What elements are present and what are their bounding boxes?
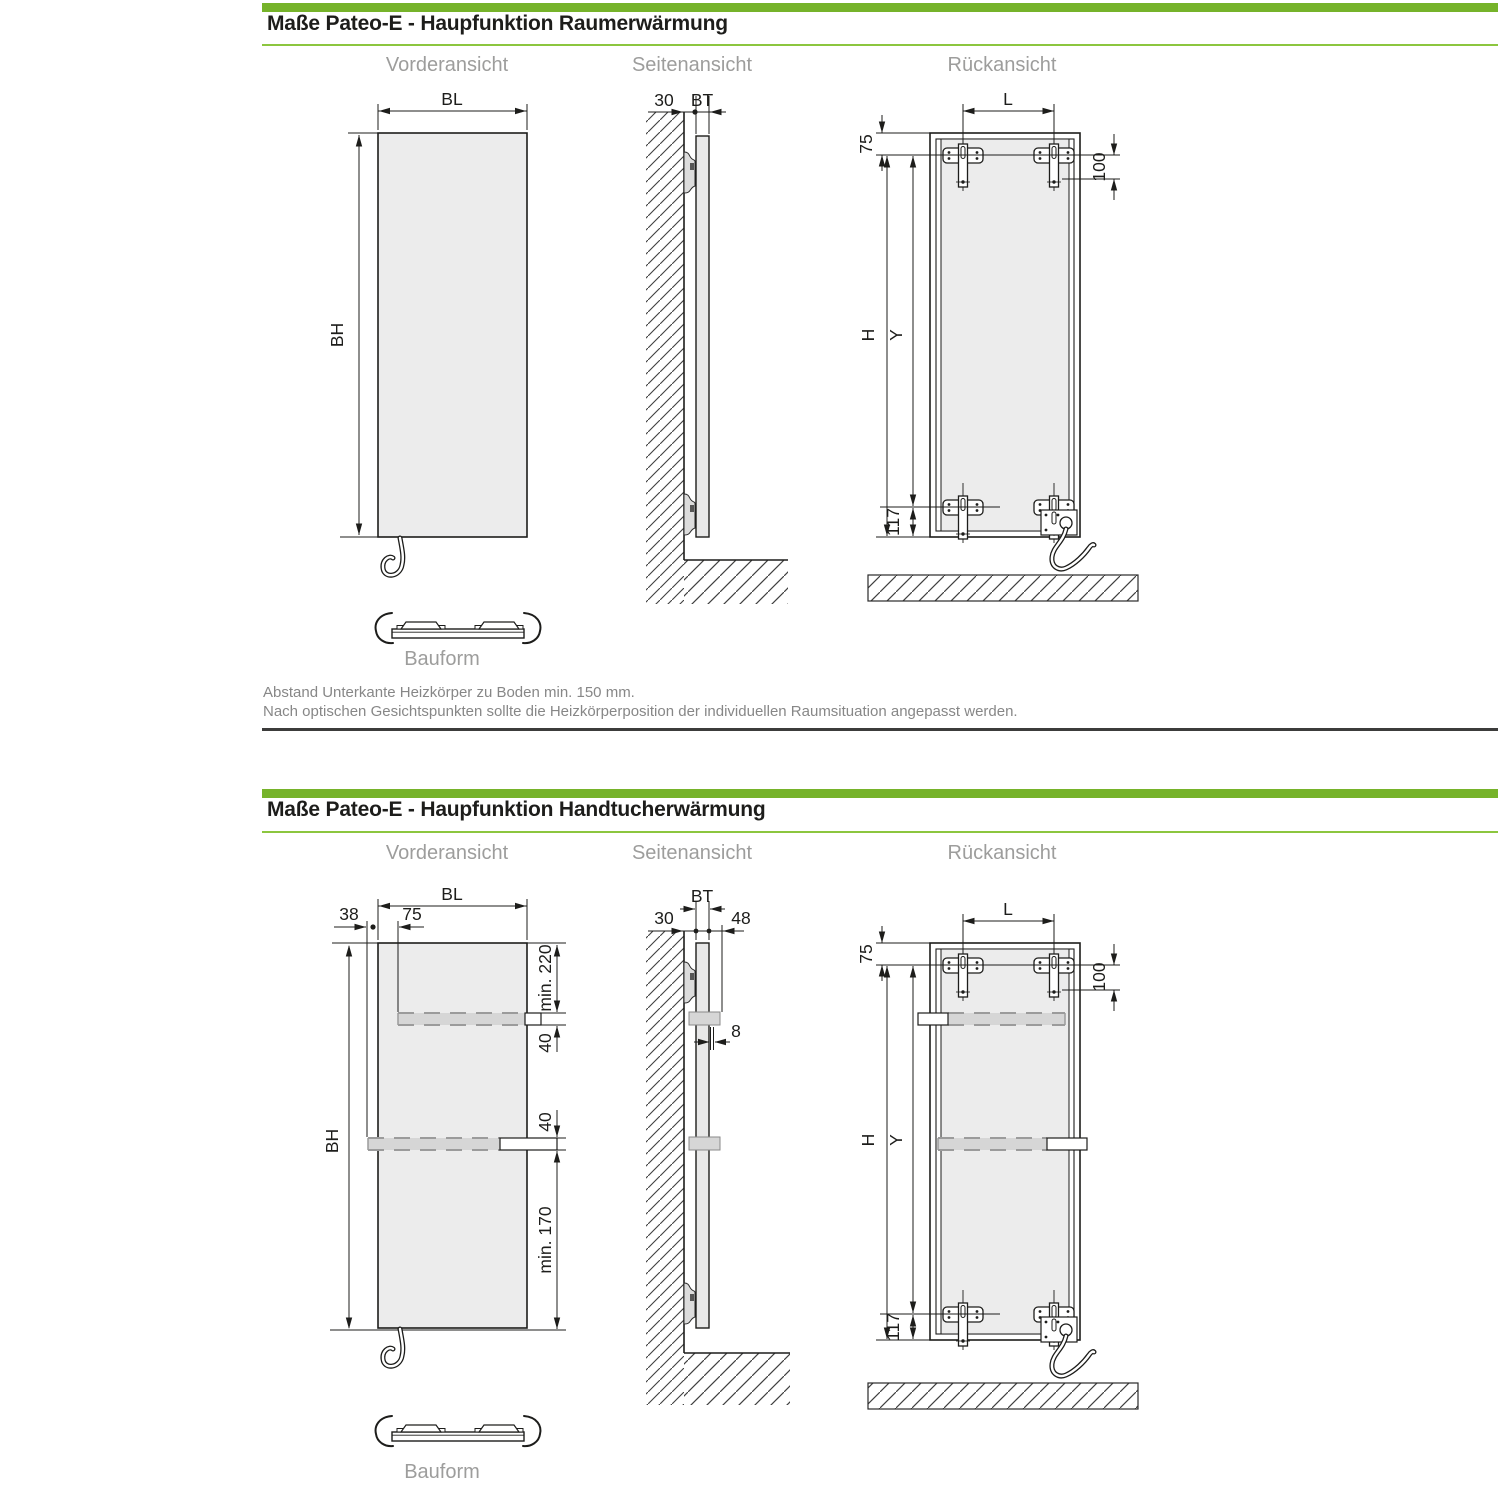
bauform-profile xyxy=(376,1416,541,1446)
radiator-panel-rear xyxy=(941,139,1069,531)
dim-min170: min. 170 xyxy=(535,1206,555,1274)
dim-117: 117 xyxy=(883,508,903,536)
dim-48: 48 xyxy=(731,908,751,928)
section1-bauform-label: Bauform xyxy=(404,648,480,670)
dim-100: 100 xyxy=(1089,962,1109,992)
wall-bracket-profile xyxy=(684,1283,695,1324)
towel-bar-lower xyxy=(368,1138,557,1150)
section1-side-view xyxy=(646,90,788,604)
section2-title-underline xyxy=(262,831,1498,833)
dim-75: 75 xyxy=(856,134,876,154)
section2-side-view xyxy=(646,886,790,1405)
section2-bauform-label: Bauform xyxy=(404,1461,480,1483)
towel-bar-upper xyxy=(398,1013,541,1025)
floor-strip xyxy=(868,1383,1138,1409)
floor-hatch xyxy=(684,1353,790,1405)
section1-rear-view xyxy=(856,89,1138,601)
dim-bt: BT xyxy=(690,886,714,906)
wall-bracket-profile xyxy=(684,152,695,193)
power-cable-icon xyxy=(383,538,403,575)
towel-bar-rear-lower xyxy=(938,1138,1087,1150)
dim-75: 75 xyxy=(856,944,876,964)
dim-bl: BL xyxy=(441,884,463,904)
dim-min220: min. 220 xyxy=(535,944,555,1012)
power-cable-icon xyxy=(383,1329,403,1366)
dim-bh: BH xyxy=(327,322,347,348)
wall-bracket-profile xyxy=(684,494,695,535)
radiator-panel-front xyxy=(378,943,527,1328)
dim-30: 30 xyxy=(654,90,674,110)
section2-side-view-label: Seitenansicht xyxy=(631,842,753,864)
section-divider xyxy=(262,728,1498,731)
section2-title: Maße Pateo-E - Haupfunktion Handtucherwärmung xyxy=(267,798,766,821)
section1-front-view-label: Vorderansicht xyxy=(385,54,509,76)
dim-bh: BH xyxy=(322,1128,342,1154)
dim-8: 8 xyxy=(731,1021,741,1041)
bauform-profile xyxy=(376,613,541,643)
section1-rear-view-label: Rückansicht xyxy=(947,54,1057,76)
dim-y: Y xyxy=(886,1134,906,1146)
section1-title: Maße Pateo-E - Haupfunktion Raumerwärmung xyxy=(267,12,728,35)
dim-l: L xyxy=(1003,89,1013,109)
dim-40-lower: 40 xyxy=(535,1112,555,1132)
dim-100: 100 xyxy=(1089,152,1109,182)
radiator-panel-side xyxy=(696,136,709,537)
dim-l: L xyxy=(1003,899,1013,919)
dim-h: H xyxy=(858,328,878,342)
dim-38: 38 xyxy=(339,904,359,924)
floor-strip xyxy=(868,575,1138,601)
section2-front-view-label: Vorderansicht xyxy=(385,842,509,864)
towel-bar-side-upper xyxy=(689,1012,720,1025)
radiator-panel-side xyxy=(696,943,709,1328)
wall-hatch xyxy=(646,112,684,604)
towel-bar-side-lower xyxy=(689,1137,720,1150)
section2-rear-view-label: Rückansicht xyxy=(947,842,1057,864)
dim-bl: BL xyxy=(441,89,463,109)
dim-40-upper: 40 xyxy=(535,1033,555,1053)
note-line-1: Abstand Unterkante Heizkörper zu Boden min. 150 mm. xyxy=(263,684,635,701)
notes-block xyxy=(263,683,1018,721)
dim-30: 30 xyxy=(654,908,674,928)
radiator-panel-front xyxy=(378,133,527,537)
dim-y: Y xyxy=(886,329,906,341)
dim-h: H xyxy=(858,1133,878,1147)
section2-front-view xyxy=(322,884,566,1366)
dim-bt: BT xyxy=(690,90,714,110)
floor-hatch xyxy=(684,560,788,604)
section2-accent-bar xyxy=(262,789,1498,798)
section1-side-view-label: Seitenansicht xyxy=(631,54,753,76)
towel-bar-rear-upper xyxy=(918,1013,1065,1025)
note-line-2: Nach optischen Gesichtspunkten sollte die Heizkörperposition der individuellen Raumsituation angepasst werden. xyxy=(263,703,1018,720)
wall-bracket-profile xyxy=(684,962,695,1003)
section1-accent-bar xyxy=(262,3,1498,12)
dim-75: 75 xyxy=(402,904,422,924)
dim-117: 117 xyxy=(883,1313,903,1341)
section2-rear-view xyxy=(856,899,1138,1409)
section1-title-underline xyxy=(262,44,1498,46)
section1-front-view xyxy=(327,89,527,575)
wall-hatch xyxy=(646,931,684,1405)
